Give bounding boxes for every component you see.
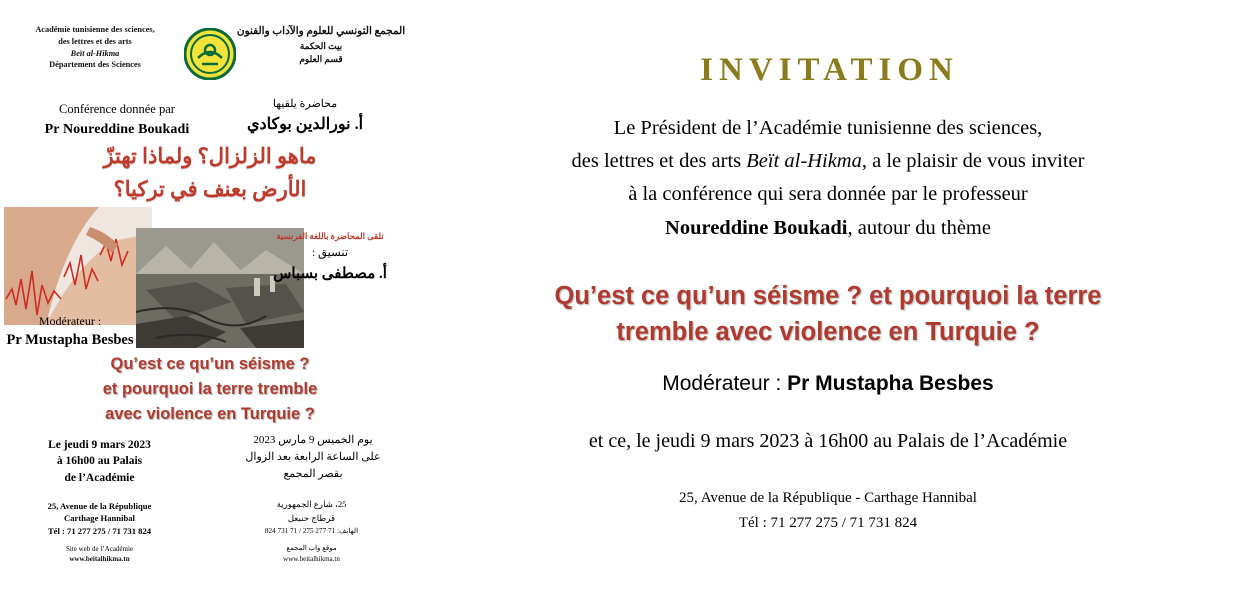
invitation-theme xyxy=(438,278,1218,350)
poster-address-fr-line1: 25, Avenue de la République xyxy=(47,501,152,511)
invitation-body-line4 xyxy=(458,212,1198,245)
poster-title-fr-line1: Qu’est ce qu’un séisme ? xyxy=(110,355,310,373)
poster-website-label-fr: Site web de l’Académie xyxy=(65,545,134,553)
invitation-address xyxy=(438,486,1218,536)
poster-title-fr-line3: avec violence en Turquie ? xyxy=(105,404,315,423)
poster-time-ar: على الساعة الرابعة بعد الزوال xyxy=(245,451,381,464)
hand-seismogram-image xyxy=(4,207,152,325)
conference-speaker-fr xyxy=(22,100,212,140)
poster-title-fr xyxy=(10,352,410,426)
poster-title-ar xyxy=(10,140,410,205)
poster-moderator-label: Modérateur : xyxy=(38,314,102,328)
poster-phone-fr: Tél : 71 277 275 / 71 731 824 xyxy=(47,525,152,536)
invitation-datetime: et ce, le jeudi 9 mars 2023 à 16h00 au Palais de l’Académie xyxy=(588,430,1068,452)
academy-fr-line3: Beït al-Hikma xyxy=(70,48,120,58)
invitation-moderator-name: Pr Mustapha Besbes xyxy=(787,372,994,395)
poster-website-ar xyxy=(219,543,404,564)
invitation-body-line1: Le Président de l’Académie tunisienne des sciences, xyxy=(613,117,1043,139)
invitation-theme-line2: tremble avec violence en Turquie ? xyxy=(616,318,1040,347)
invitation-body-line3: à la conférence qui sera donnée par le professeur xyxy=(628,183,1028,206)
poster-canvas xyxy=(0,0,418,575)
invitation-title: INVITATION xyxy=(700,52,959,88)
poster-datetime-fr xyxy=(12,437,187,486)
invitation-body-line2 xyxy=(458,145,1198,178)
poster-date-ar: يوم الخميس 9 مارس 2023 xyxy=(253,434,373,446)
poster-title-ar-line2: الأرض بعنف في تركيا؟ xyxy=(113,176,307,201)
speaker-name: Noureddine Boukadi xyxy=(665,216,848,239)
academy-fr-line2: des lettres et des arts xyxy=(58,36,132,46)
invitation-address-line1: 25, Avenue de la République - Carthage Hannibal xyxy=(679,490,977,506)
coordination-name-ar: أ. مصطفى بسباس xyxy=(273,265,387,282)
poster-address-fr xyxy=(12,500,187,537)
invitation-body-line2-a: des lettres et des arts xyxy=(571,150,747,173)
invitation-theme-line1: Qu’est ce qu’un séisme ? et pourquoi la terre xyxy=(554,282,1102,310)
poster-website-label-ar: موقع واب المجمع xyxy=(286,544,337,552)
academy-logo-icon xyxy=(184,28,236,80)
poster-venue-fr: de l’Académie xyxy=(64,471,135,484)
poster-moderator-name: Pr Mustapha Besbes xyxy=(6,332,134,349)
lecture-language-note-ar: تلقى المحاضرة باللغة الفرنسية xyxy=(276,231,384,241)
poster-date-fr: Le jeudi 9 mars 2023 xyxy=(48,439,151,451)
invitation-body-line4-a: , autour du thème xyxy=(847,216,991,239)
invitation-panel xyxy=(418,0,1241,591)
invitation-moderator xyxy=(438,372,1218,396)
conference-speaker-name-fr: Pr Noureddine Boukadi xyxy=(44,121,190,137)
academy-fr-line4: Département des Sciences xyxy=(49,60,141,70)
academy-ar-line3: قسم العلوم xyxy=(299,54,343,65)
invitation-body xyxy=(458,112,1198,245)
conference-speaker-name-ar: أ. نورالدين بوكادي xyxy=(246,116,364,134)
poster-moderator-fr xyxy=(0,313,140,351)
poster-title-ar-line1: ماهو الزلزال؟ ولماذا تهتزّ xyxy=(103,144,317,168)
poster-datetime-ar xyxy=(218,432,408,483)
poster-address-ar-line2: قرطاج حنبعل xyxy=(287,512,336,523)
poster-website-url-fr[interactable]: www.beitalhikma.tn xyxy=(69,554,130,563)
academy-ar-line2: بيت الحكمة xyxy=(299,40,343,51)
conference-label-ar: محاضرة يلقيها xyxy=(272,98,338,110)
poster-header xyxy=(0,22,418,88)
poster-address-ar xyxy=(219,498,404,537)
academy-name-italic: Beït al-Hikma xyxy=(746,150,862,173)
poster-address-ar-line1: 25، شارع الجمهورية xyxy=(276,499,347,509)
conference-speaker-ar xyxy=(210,96,400,138)
poster-title-fr-line2: et pourquoi la terre tremble xyxy=(102,379,318,398)
academy-ar-line1: المجمع التونسي للعلوم والآداب والفنون xyxy=(236,26,406,37)
poster-address-fr-line2: Carthage Hannibal xyxy=(64,513,135,524)
poster-website-fr xyxy=(12,545,187,565)
poster-phone-ar: الهاتف: 71 277 275 / 71 731 824 xyxy=(264,526,359,535)
poster-panel xyxy=(0,0,418,591)
invitation-body-line2-b: , a le plaisir de vous inviter xyxy=(861,150,1085,173)
coordination-label-ar: تنسيق : xyxy=(311,246,349,259)
academy-name-fr xyxy=(14,24,176,71)
academy-fr-line1: Académie tunisienne des sciences, xyxy=(35,25,155,34)
academy-name-ar xyxy=(236,24,406,67)
invitation-moderator-label: Modérateur : xyxy=(662,372,788,395)
coordination-ar xyxy=(256,230,404,286)
conference-label-fr: Conférence donnée par xyxy=(59,102,175,116)
poster-venue-ar: بقصر المجمع xyxy=(283,468,343,481)
invitation-phone: Tél : 71 277 275 / 71 731 824 xyxy=(738,514,918,531)
poster-website-url-ar[interactable]: www.beitalhikma.tn xyxy=(283,554,340,563)
poster-time-fr: à 16h00 au Palais xyxy=(56,455,143,468)
